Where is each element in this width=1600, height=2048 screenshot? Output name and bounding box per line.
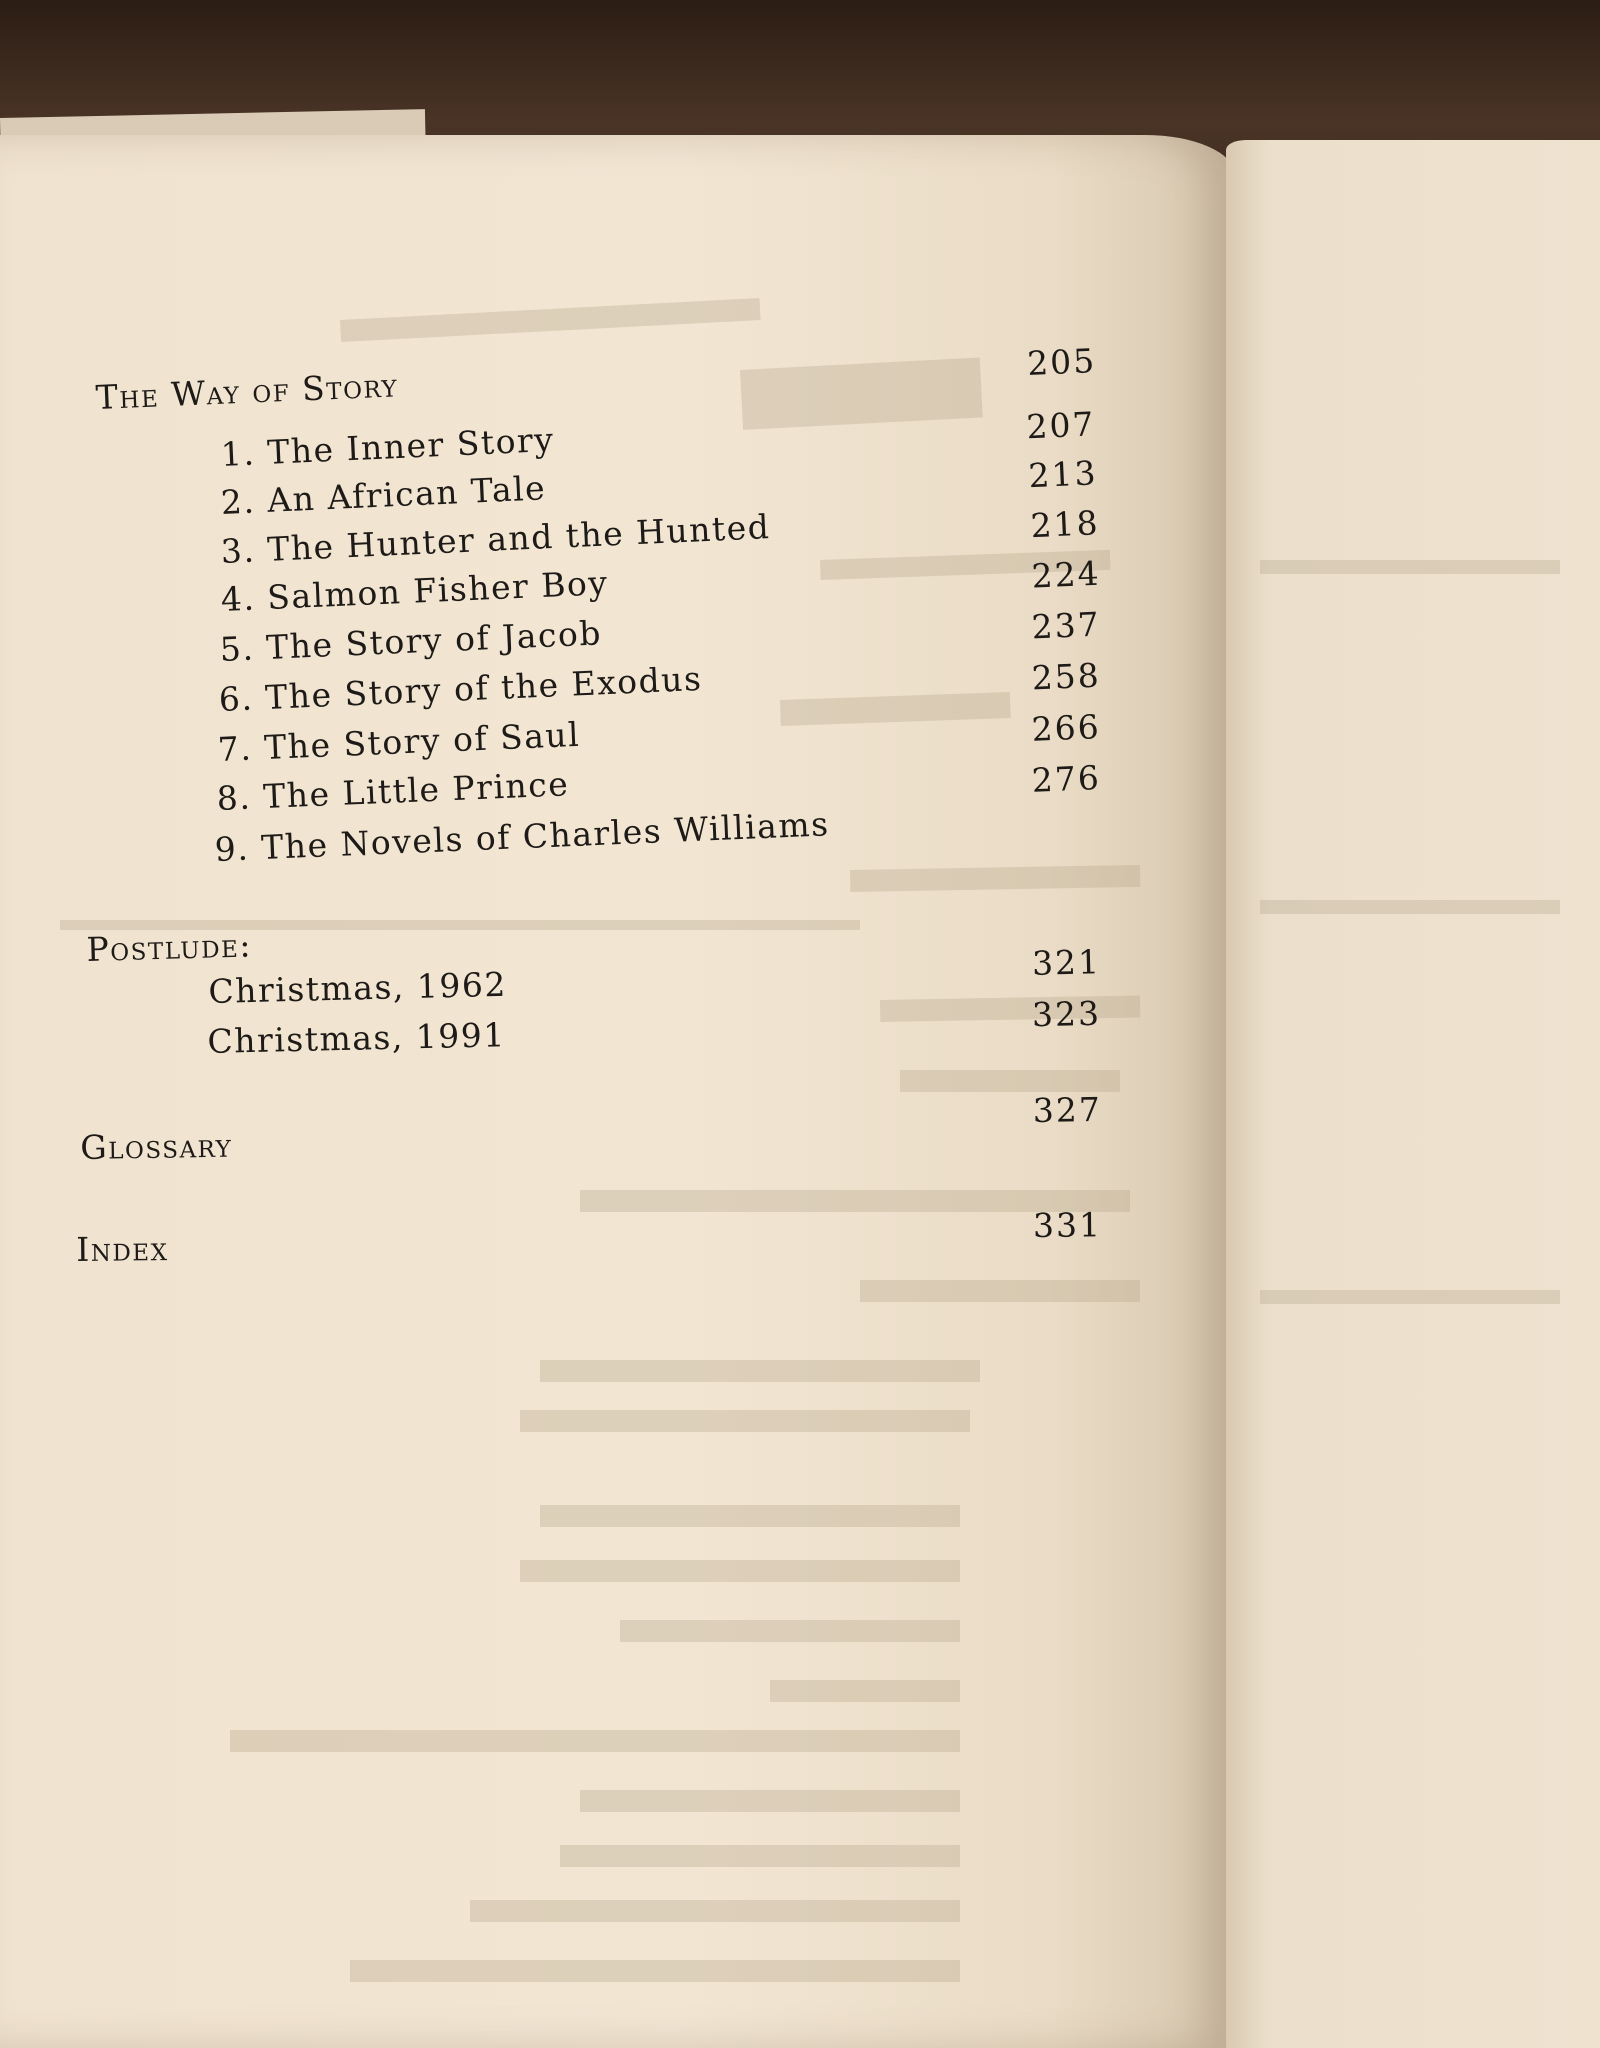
section-glossary xyxy=(80,1089,1600,1188)
page-number: 218 xyxy=(1029,503,1101,546)
section-title: The Way of Story xyxy=(95,365,399,417)
page-number: 213 xyxy=(1027,453,1099,496)
item-title: 1. The Inner Story xyxy=(220,419,556,474)
item-title: 5. The Story of Jacob xyxy=(219,613,603,669)
item-title: 6. The Story of the Exodus xyxy=(218,658,704,719)
section-title: Postlude: xyxy=(86,925,253,969)
item-title: 4. Salmon Fisher Boy xyxy=(220,563,610,619)
page-number: 321 xyxy=(1031,942,1102,983)
section-title: Glossary xyxy=(80,1125,233,1167)
page-number: 237 xyxy=(1030,604,1102,647)
page-number: 266 xyxy=(1030,707,1102,749)
section-index xyxy=(76,1205,1600,1290)
item-title: 2. An African Tale xyxy=(220,468,547,522)
page-number: 327 xyxy=(1032,1089,1103,1131)
item-title: Christmas, 1962 xyxy=(208,964,508,1011)
section-title: Index xyxy=(76,1229,169,1269)
page-number: 207 xyxy=(1025,404,1097,447)
page-number: 205 xyxy=(1026,341,1097,383)
item-title: 7. The Story of Saul xyxy=(217,714,581,769)
item-title: 9. The Novels of Charles Williams xyxy=(214,804,831,869)
page-number: 224 xyxy=(1030,553,1102,596)
item-title: 3. The Hunter and the Hunted xyxy=(220,507,772,571)
item-title: Christmas, 1991 xyxy=(207,1015,507,1061)
page-number: 331 xyxy=(1032,1205,1103,1245)
item-title: 8. The Little Prince xyxy=(216,764,570,818)
page-number: 258 xyxy=(1030,655,1102,698)
page-number: 323 xyxy=(1031,993,1102,1035)
page-number: 276 xyxy=(1030,757,1102,800)
